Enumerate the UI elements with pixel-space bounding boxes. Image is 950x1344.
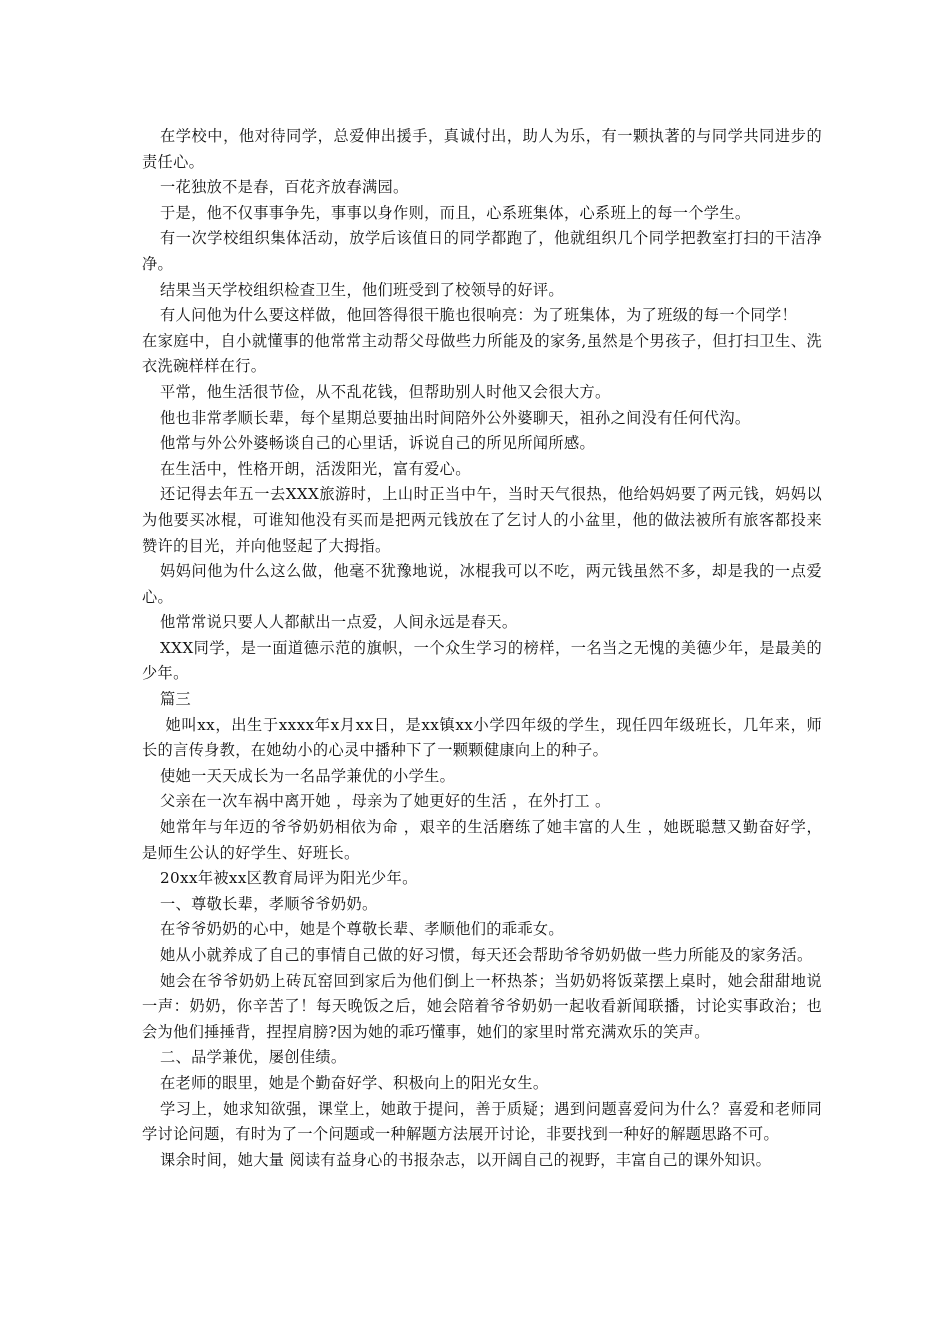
paragraph: 学习上，她求知欲强，课堂上，她敢于提问，善于质疑；遇到问题喜爱问为什么？喜爱和老师同学讨论问题，有时为了一个问题或一种解题方法展开讨论，非要找到一种好的解题思路不可。 <box>142 1099 822 1144</box>
paragraph: 课余时间，她大量 阅读有益身心的书报杂志，以开阔自己的视野，丰富自己的课外知识。 <box>160 1150 772 1169</box>
paragraph: 有一次学校组织集体活动，放学后该值日的同学都跑了，他就组织几个同学把教室打扫的干洁净净。 <box>142 229 822 273</box>
paragraph: 她叫xx，出生于xxxx年x月xx日，是xx镇xx小学四年级的学生，现任四年级班长，几年来，师长的言传身教，在她幼小的心灵中播种下了一颗颗健康向上的种子。 <box>142 715 822 760</box>
document-body <box>142 124 822 1173</box>
paragraph: 还记得去年五一去XXX旅游时，上山时正当中午，当时天气很热，他给妈妈要了两元钱，妈妈以为他要买冰棍，可谁知他没有买而是把两元钱放在了乞讨人的小盆里，他的做法被所有旅客都投来赞许的目光，并向他竖起了大拇指。 <box>142 485 822 555</box>
paragraph: 他常与外公外婆畅谈自己的心里话，诉说自己的所见所闻所感。 <box>160 434 596 453</box>
paragraph: 她会在爷爷奶奶上砖瓦窑回到家后为他们倒上一杯热茶；当奶奶将饭菜摆上桌时，她会甜甜地说一声：奶奶，你辛苦了！每天晚饭之后，她会陪着爷爷奶奶一起收看新闻联播，讨论实事政治；也会为他们捶捶背，捏捏肩膀?因为她的乖巧懂事，她们的家里时常充满欢乐的笑声。 <box>142 971 822 1041</box>
paragraph: 在生活中，性格开朗，活泼阳光，富有爱心。 <box>160 459 471 478</box>
paragraph: 在家庭中，自小就懂事的他常常主动帮父母做些力所能及的家务,虽然是个男孩子，但打扫卫生、洗衣洗碗样样在行。 <box>142 331 822 376</box>
paragraph: 在老师的眼里，她是个勤奋好学、积极向上的阳光女生。 <box>160 1073 549 1092</box>
paragraph: 她常年与年迈的爷爷奶奶相依为命 ，艰辛的生活磨练了她丰富的人生 ，她既聪慧又勤奋好学，是师生公认的好学生、好班长。 <box>142 818 822 862</box>
section-heading: 篇三 <box>160 690 192 709</box>
paragraph: 20xx年被xx区教育局评为阳光少年。 <box>160 869 418 888</box>
paragraph: 父亲在一次车祸中离开她 ，母亲为了她更好的生活 ，在外打工 。 <box>160 792 611 811</box>
paragraph: 她从小就养成了自己的事情自己做的好习惯，每天还会帮助爷爷奶奶做一些力所能及的家务活。 <box>160 946 813 964</box>
paragraph: 妈妈问他为什么这么做，他毫不犹豫地说，冰棍我可以不吃，两元钱虽然不多，却是我的一点爱心。 <box>142 562 822 606</box>
paragraph: 他常常说只要人人都献出一点爱，人间永远是春天。 <box>160 613 518 632</box>
paragraph: 平常，他生活很节俭，从不乱花钱，但帮助别人时他又会很大方。 <box>160 382 611 401</box>
paragraph: 他也非常孝顺长辈，每个星期总要抽出时间陪外公外婆聊天，祖孙之间没有任何代沟。 <box>160 408 751 427</box>
paragraph: XXX同学，是一面道德示范的旗帜，一个众生学习的榜样，一名当之无愧的美德少年，是最美的少年。 <box>142 638 822 683</box>
paragraph: 一花独放不是春，百花齐放春满园。 <box>160 178 409 197</box>
paragraph: 于是，他不仅事事争先，事事以身作则，而且，心系班集体，心系班上的每一个学生。 <box>160 203 751 222</box>
section-heading: 一、尊敬长辈，孝顺爷爷奶奶。 <box>160 894 378 913</box>
paragraph: 在爷爷奶奶的心中，她是个尊敬长辈、孝顺他们的乖乖女。 <box>160 920 564 939</box>
paragraph: 在学校中，他对待同学，总爱伸出援手，真诚付出，助人为乐，有一颗执著的与同学共同进步的责任心。 <box>142 127 822 171</box>
paragraph: 使她一天天成长为一名品学兼优的小学生。 <box>160 766 456 785</box>
section-heading: 二、品学兼优，屡创佳绩。 <box>160 1048 347 1067</box>
paragraph: 有人问他为什么要这样做，他回答得很干脆也很响亮：为了班集体，为了班级的每一个同学！ <box>160 306 798 325</box>
paragraph: 结果当天学校组织检查卫生，他们班受到了校领导的好评。 <box>160 280 564 299</box>
